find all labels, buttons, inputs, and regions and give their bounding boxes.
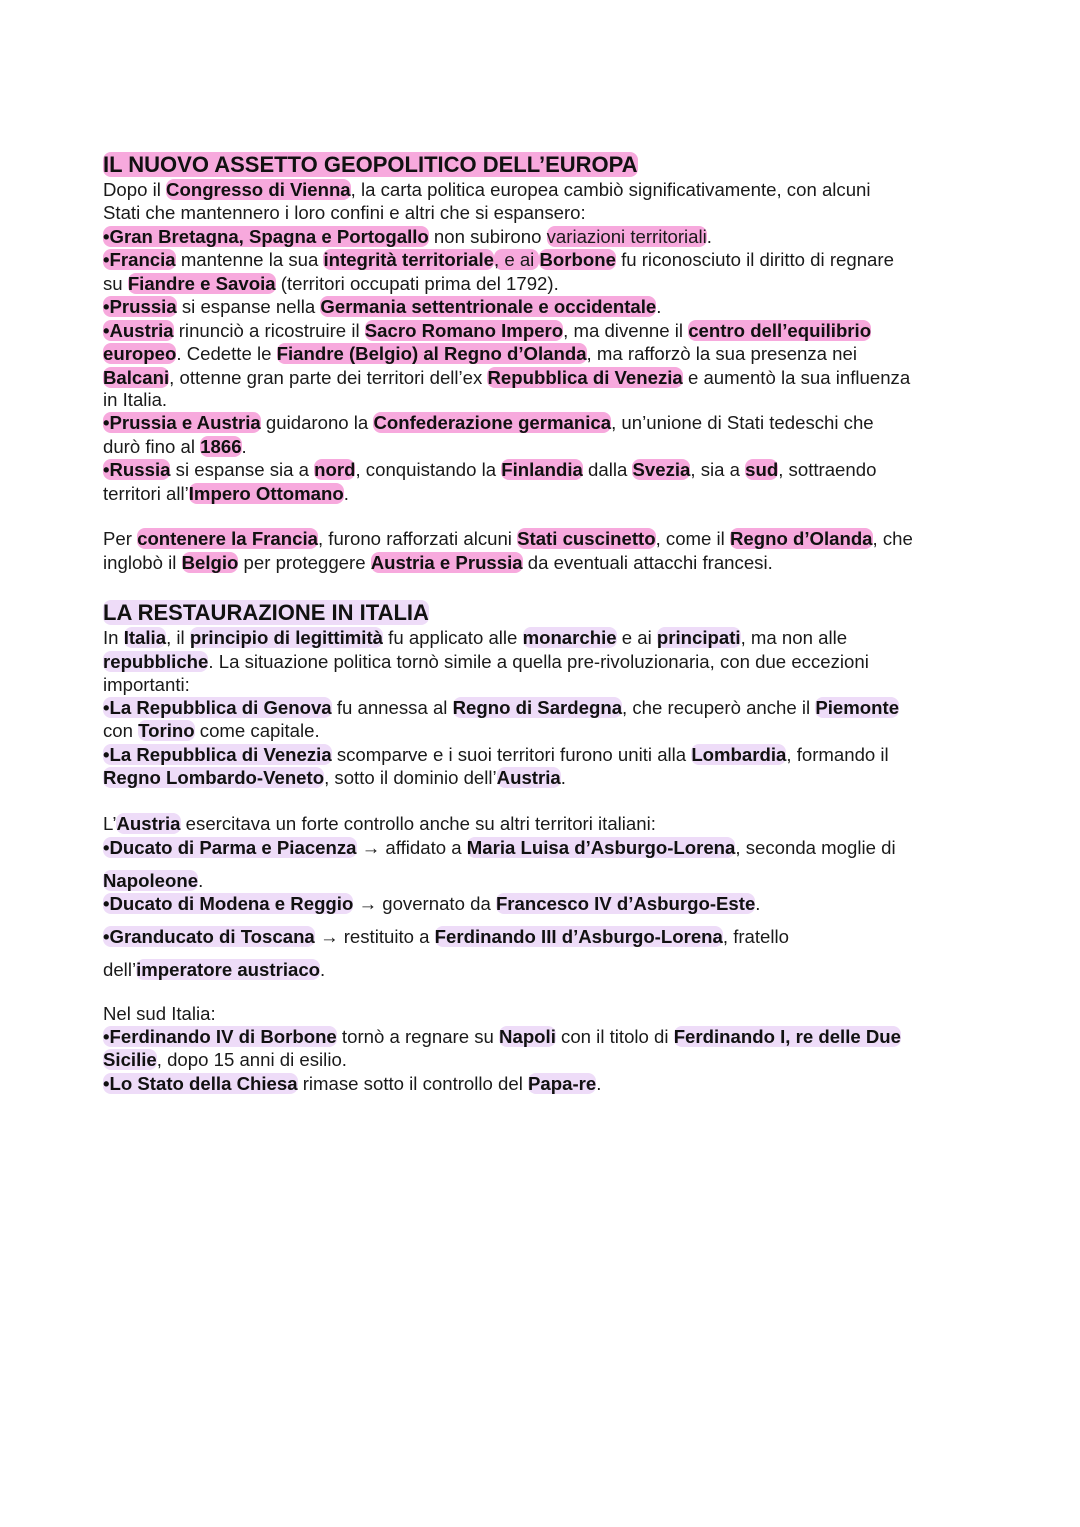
text-segment: , formando il [786,744,889,765]
text-segment: dalla [582,459,633,480]
highlighted-text: •Prussia [103,296,177,317]
highlighted-text: •Lo Stato della Chiesa [103,1073,298,1094]
text-segment: , un’unione di Stati tedeschi che [611,412,874,433]
text-segment: , conquistando la [355,459,502,480]
text-segment: su [103,273,128,294]
highlighted-text: Ferdinando I, re delle Due [673,1026,902,1047]
text-segment: non subirono [428,226,547,247]
text-segment: e ai [616,627,657,648]
text-segment: Stati che mantennero i loro confini e altri che si espansero: [103,202,586,223]
text-line [103,272,559,296]
highlighted-text: Borbone [539,249,616,270]
text-segment: mantenne la sua [175,249,324,270]
highlighted-text: 1866 [200,436,242,457]
highlighted-text: , e ai [493,249,540,270]
highlighted-text: Confederazione germanica [373,412,612,433]
highlighted-text: Italia [123,627,167,648]
text-segment: , il [166,627,190,648]
text-line [103,626,847,650]
text-segment: , sotto il dominio dell’ [324,767,497,788]
text-segment: tornò a regnare su [336,1026,500,1047]
highlighted-text: Regno d’Olanda [729,528,873,549]
text-segment: rinunciò a ricostruire il [173,320,365,341]
text-segment: Nel sud Italia: [103,1003,216,1024]
text-segment: In [103,627,124,648]
text-segment: come capitale. [194,720,320,741]
highlighted-text: Balcani [103,367,170,388]
text-segment: , che [872,528,913,549]
text-segment: inglobò il [103,552,182,573]
highlighted-text: monarchie [522,627,617,648]
highlighted-text: Lombardia [691,744,787,765]
text-line [103,766,566,790]
highlighted-text: repubbliche [103,651,209,672]
text-segment: . [596,1073,602,1094]
text-line [103,411,874,435]
text-segment: esercitava un forte controllo anche su altri territori italiani: [180,813,656,834]
text-line [103,435,247,459]
highlighted-text: principio di legittimità [189,627,384,648]
text-segment: , sottraendo [778,459,877,480]
text-segment: si espanse sia a [170,459,315,480]
text-segment: guidarono la [260,412,374,433]
highlighted-text: centro dell’equilibrio [688,320,872,341]
text-line [103,673,190,697]
text-segment: . [198,870,204,891]
highlighted-text: Repubblica di Venezia [487,367,683,388]
text-line [103,743,889,767]
text-segment: e aumentò la sua influenza [682,367,911,388]
highlighted-text: europeo [103,343,177,364]
highlighted-text: •Russia [103,459,171,480]
text-segment: . [343,483,349,504]
highlighted-text: •Granducato di Toscana [103,926,315,947]
text-line [103,1048,347,1072]
text-segment: , ottenne gran parte dei territori dell’ex [169,367,488,388]
text-segment: dell’ [103,959,137,980]
text-line [103,319,871,343]
highlighted-text: integrità territoriale [323,249,494,270]
text-segment: , la carta politica europea cambiò significativamente, con alcuni [350,179,871,200]
text-line [103,719,320,743]
highlighted-text: sud [745,459,779,480]
text-line [103,248,894,272]
text-line [103,836,896,860]
text-segment: importanti: [103,674,190,695]
text-segment: . La situazione politica tornò simile a quella pre-rivoluzionaria, con due eccezioni [208,651,869,672]
text-segment: scomparve e i suoi territori furono uniti alla [331,744,692,765]
text-segment: . [320,959,326,980]
text-segment: si espanse nella [176,296,321,317]
text-line [103,342,857,366]
text-segment: , ma non alle [740,627,848,648]
highlighted-text: Regno di Sardegna [452,697,623,718]
text-segment: , seconda moglie di [735,837,896,858]
text-segment: , fratello [722,926,789,947]
text-segment: . [656,296,662,317]
highlighted-text: Francesco IV d’Asburgo-Este [495,893,756,914]
text-segment: → governato da [353,893,496,914]
highlighted-text: Germania settentrionale e occidentale [320,296,657,317]
highlighted-text: •Ferdinando IV di Borbone [103,1026,337,1047]
text-segment: fu riconosciuto il diritto di regnare [615,249,894,270]
highlighted-text: •La Repubblica di Venezia [103,744,332,765]
text-segment: . [755,893,761,914]
text-segment: con il titolo di [555,1026,674,1047]
text-line [103,366,910,390]
highlighted-text: Impero Ottomano [188,483,344,504]
highlighted-text: nord [314,459,356,480]
section-heading [103,600,429,626]
highlighted-text: Sicilie [103,1049,157,1070]
text-segment: con [103,720,139,741]
highlighted-text: Papa-re [528,1073,597,1094]
highlighted-text: Austria [496,767,561,788]
text-line [103,892,760,916]
text-segment: → restituito a [314,926,435,947]
text-segment: . [706,226,712,247]
text-segment: fu applicato alle [383,627,523,648]
text-segment: territori all’ [103,483,189,504]
text-segment: , che recuperò anche il [622,697,816,718]
text-segment: , ma divenne il [563,320,689,341]
highlighted-text: Piemonte [815,697,900,718]
highlighted-text: Sacro Romano Impero [364,320,564,341]
highlighted-text: contenere la Francia [137,528,318,549]
highlighted-text: •Ducato di Parma e Piacenza [103,837,357,858]
highlighted-text: Austria [116,813,181,834]
highlighted-text: •Austria [103,320,174,341]
highlighted-text: Ferdinando III d’Asburgo-Lorena [434,926,723,947]
text-segment: da eventuali attacchi francesi. [522,552,773,573]
highlighted-text: •Gran Bretagna, Spagna e Portogallo [103,226,429,247]
text-segment: . [241,436,247,457]
text-line [103,812,656,836]
text-segment: Per [103,528,138,549]
text-segment: , ma rafforzò la sua presenza nei [586,343,857,364]
highlighted-text: Svezia [632,459,691,480]
text-line [103,178,871,202]
text-segment: Dopo il [103,179,167,200]
highlighted-text: Torino [138,720,195,741]
text-segment: durò fino al [103,436,201,457]
text-segment: per proteggere [238,552,371,573]
section-heading [103,152,638,178]
text-line [103,225,712,249]
text-line [103,1072,601,1096]
text-line [103,925,789,949]
highlighted-text: LA RESTAURAZIONE IN ITALIA [103,600,429,625]
highlighted-text: principati [656,627,741,648]
highlighted-text: •Ducato di Modena e Reggio [103,893,354,914]
text-segment: , sia a [690,459,746,480]
text-segment: L’ [103,813,117,834]
highlighted-text: •Francia [103,249,176,270]
text-line [103,458,876,482]
text-line [103,696,899,720]
highlighted-text: Maria Luisa d’Asburgo-Lorena [466,837,736,858]
highlighted-text: variazioni territoriali [546,226,707,247]
text-segment: in Italia. [103,389,168,410]
text-line [103,482,349,506]
highlighted-text: imperatore austriaco [136,959,321,980]
text-segment: (territori occupati prima del 1792). [275,273,559,294]
text-line [103,551,773,575]
text-segment: , come il [655,528,730,549]
text-line [103,958,325,982]
highlighted-text: •Prussia e Austria [103,412,261,433]
highlighted-text: IL NUOVO ASSETTO GEOPOLITICO DELL’EUROPA [103,152,638,177]
highlighted-text: Napoleone [103,870,199,891]
text-segment: , furono rafforzati alcuni [317,528,518,549]
text-line [103,295,661,319]
highlighted-text: Fiandre (Belgio) al Regno d’Olanda [276,343,587,364]
text-line [103,650,869,674]
text-line [103,201,586,225]
text-segment: rimase sotto il controllo del [297,1073,529,1094]
highlighted-text: Finlandia [501,459,583,480]
highlighted-text: Congresso di Vienna [166,179,351,200]
highlighted-text: •La Repubblica di Genova [103,697,332,718]
text-segment: . [560,767,566,788]
highlighted-text: Regno Lombardo-Veneto [103,767,325,788]
text-line [103,1025,901,1049]
text-segment: , dopo 15 anni di esilio. [156,1049,347,1070]
text-segment: . Cedette le [176,343,277,364]
highlighted-text: Fiandre e Savoia [127,273,276,294]
text-line [103,869,203,893]
text-line [103,1002,216,1026]
highlighted-text: Napoli [499,1026,556,1047]
highlighted-text: Stati cuscinetto [517,528,656,549]
text-segment: → affidato a [356,837,467,858]
text-segment: fu annessa al [331,697,453,718]
text-line [103,388,167,412]
highlighted-text: Belgio [181,552,239,573]
highlighted-text: Austria e Prussia [370,552,523,573]
text-line [103,527,913,551]
